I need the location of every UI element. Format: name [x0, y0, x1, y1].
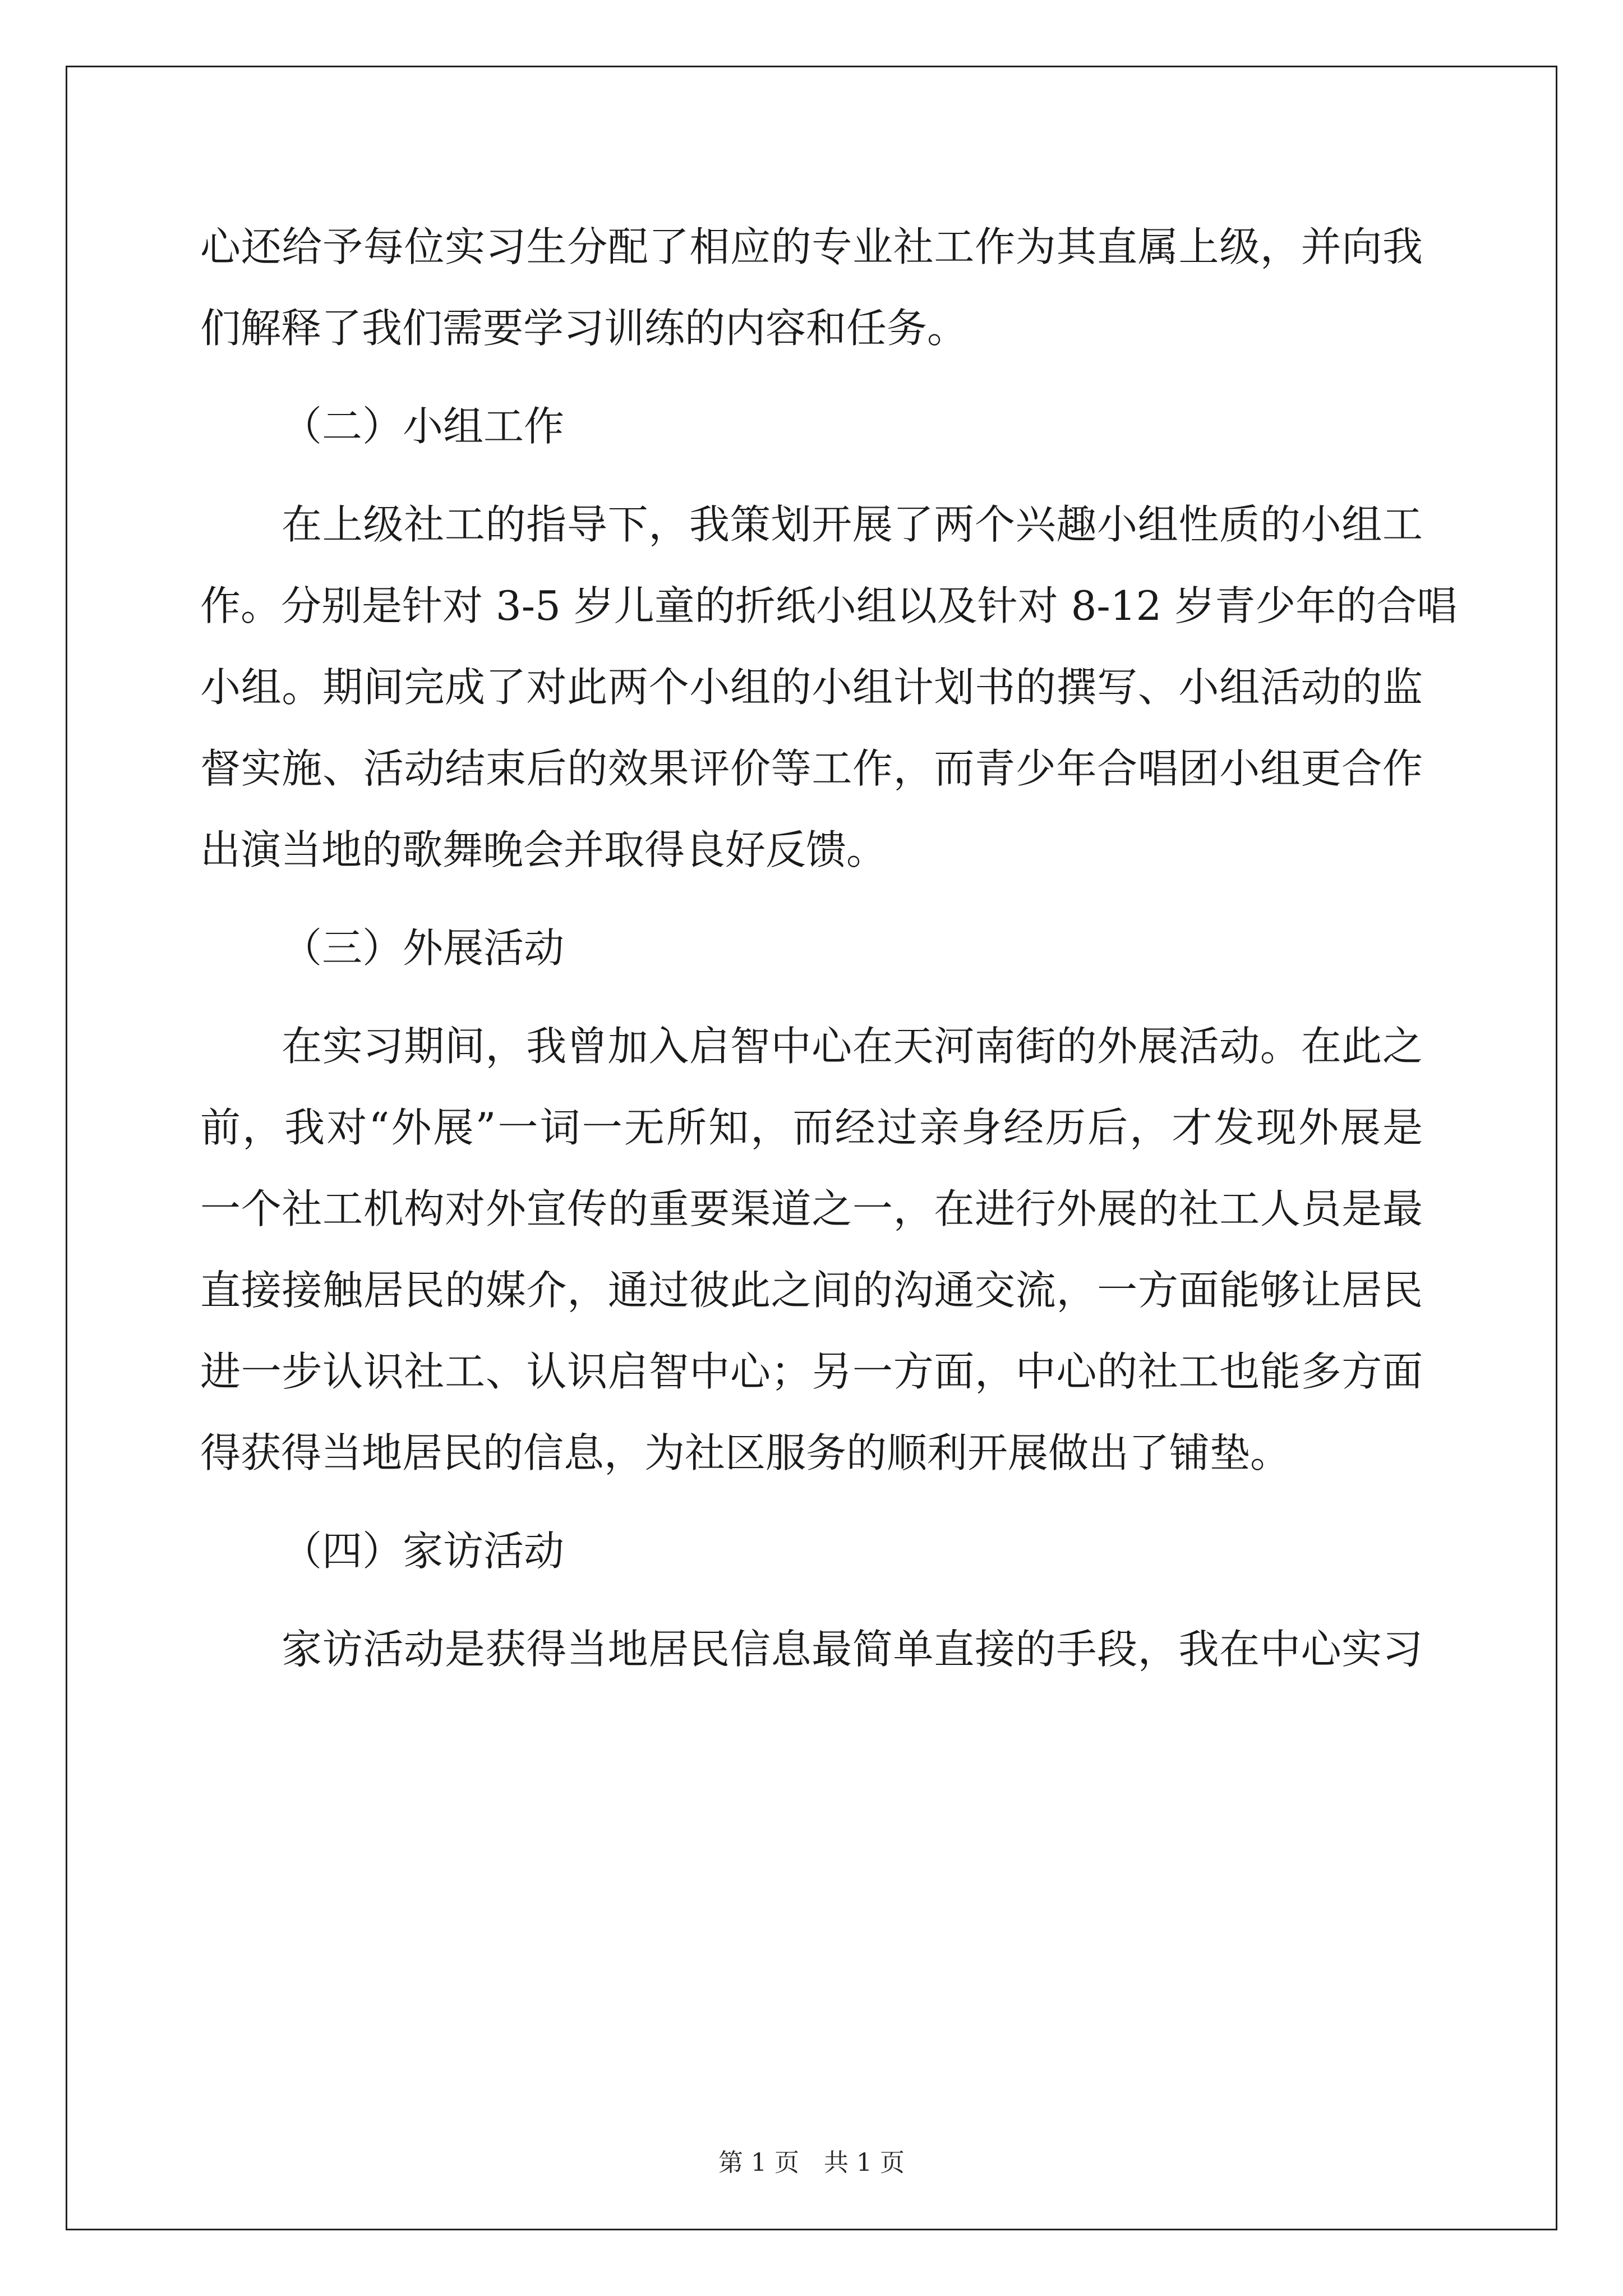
- paragraph-line: 一个社工机构对外宣传的重要渠道之一，在进行外展的社工人员是最: [200, 1185, 1423, 1232]
- paragraph-line: 督实施、活动结束后的效果评价等工作，而青少年合唱团小组更合作: [200, 745, 1423, 792]
- section-heading: （三）外展活动: [282, 924, 565, 972]
- paragraph-line: 在实习期间，我曾加入启智中心在天河南街的外展活动。在此之: [282, 1023, 1423, 1070]
- paragraph-line: 作。分别是针对 3-5 岁儿童的折纸小组以及针对 8-12 岁青少年的合唱: [200, 582, 1458, 629]
- paragraph-line: 家访活动是获得当地居民信息最简单直接的手段，我在中心实习: [282, 1626, 1423, 1673]
- section-heading: （二）小组工作: [282, 403, 565, 450]
- paragraph-line: 在上级社工的指导下，我策划开展了两个兴趣小组性质的小组工: [282, 501, 1423, 548]
- section-heading: （四）家访活动: [282, 1527, 565, 1575]
- paragraph-line: 得获得当地居民的信息，为社区服务的顺利开展做出了铺垫。: [200, 1429, 1291, 1476]
- paragraph-line: 前，我对“外展”一词一无所知，而经过亲身经历后，才发现外展是: [200, 1104, 1423, 1151]
- paragraph-line: 们解释了我们需要学习训练的内容和任务。: [200, 305, 968, 352]
- paragraph-line: 出演当地的歌舞晚会并取得良好反馈。: [200, 826, 887, 873]
- paragraph-line: 小组。期间完成了对此两个小组的小组计划书的撰写、小组活动的监: [200, 664, 1423, 711]
- paragraph-line: 心还给予每位实习生分配了相应的专业社工作为其直属上级，并向我: [200, 223, 1423, 270]
- page-number: 第 1 页 共 1 页: [718, 2148, 905, 2177]
- paragraph-line: 直接接触居民的媒介，通过彼此之间的沟通交流，一方面能够让居民: [200, 1267, 1423, 1314]
- paragraph-line: 进一步认识社工、认识启智中心；另一方面，中心的社工也能多方面: [200, 1348, 1423, 1395]
